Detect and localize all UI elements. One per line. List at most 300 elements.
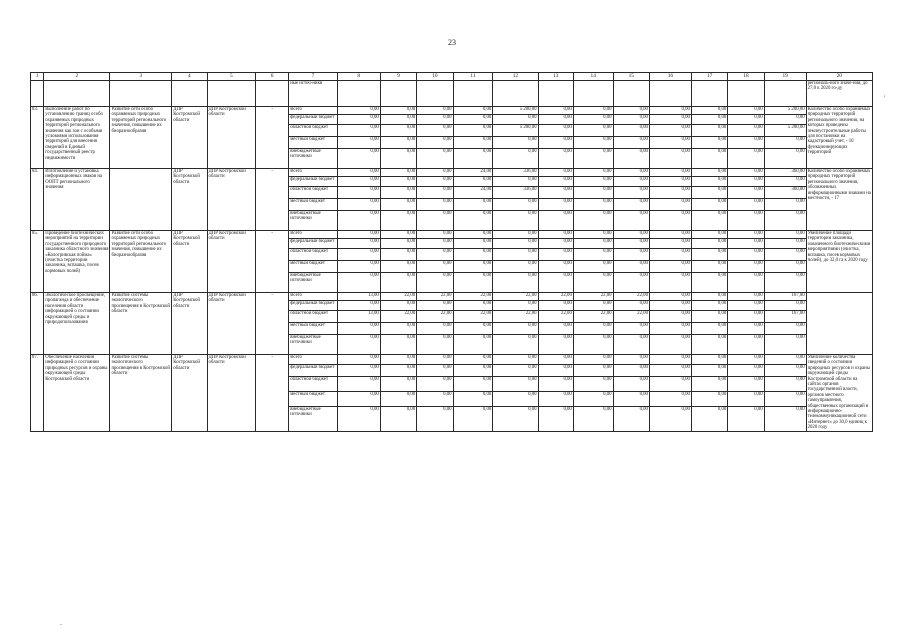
amount-cell bbox=[380, 81, 416, 107]
amount-cell: 0,00 bbox=[493, 335, 538, 355]
amount-cell: 0,00 bbox=[728, 406, 764, 431]
amount-cell: 0,00 bbox=[691, 301, 727, 311]
amount-cell: 0,00 bbox=[613, 355, 649, 365]
amount-cell: 0,00 bbox=[538, 177, 573, 187]
column-number: 3 bbox=[110, 73, 172, 81]
amount-cell: 0,00 bbox=[691, 377, 727, 392]
amount-cell: 0,00 bbox=[649, 169, 691, 177]
funding-source: Всего bbox=[289, 169, 338, 177]
amount-cell: 0,00 bbox=[337, 355, 380, 365]
amount-cell: 0,00 bbox=[728, 355, 764, 365]
expected-result bbox=[806, 293, 872, 355]
amount-cell: 0,00 bbox=[691, 149, 727, 169]
amount-cell: 0,00 bbox=[691, 249, 727, 261]
amount-cell: 0,00 bbox=[728, 311, 764, 323]
table-row bbox=[31, 231, 873, 239]
amount-cell: 0,00 bbox=[613, 377, 649, 392]
measure-customer: ДПР Костромской области bbox=[207, 355, 256, 432]
amount-cell: 0,00 bbox=[538, 149, 573, 169]
amount-cell: 0,00 bbox=[380, 187, 416, 199]
amount-cell: 0,00 bbox=[691, 125, 727, 137]
amount-cell: 0,00 bbox=[764, 199, 806, 211]
amount-cell: 0,00 bbox=[764, 249, 806, 261]
amount-cell: 0,00 bbox=[649, 239, 691, 249]
amount-cell: 167,00 bbox=[764, 311, 806, 323]
amount-cell: 22,00 bbox=[573, 293, 613, 301]
amount-cell: 0,00 bbox=[380, 199, 416, 211]
amount-cell: 0,00 bbox=[453, 377, 493, 392]
amount-cell: 0,00 bbox=[728, 323, 764, 335]
measure-executor: ДПР Костромской области bbox=[172, 231, 207, 293]
amount-cell: 0,00 bbox=[649, 125, 691, 137]
amount-cell: 0,00 bbox=[453, 364, 493, 376]
column-number: 6 bbox=[256, 73, 289, 81]
amount-cell: 22,00 bbox=[453, 293, 493, 301]
amount-cell: 0,00 bbox=[493, 364, 538, 376]
amount-cell: 22,00 bbox=[453, 311, 493, 323]
column-number: 7 bbox=[289, 73, 338, 81]
amount-cell bbox=[691, 81, 727, 107]
amount-cell: 22,00 bbox=[573, 311, 613, 323]
amount-cell: 0,00 bbox=[649, 249, 691, 261]
amount-cell: 0,00 bbox=[538, 107, 573, 115]
amount-cell: 0,00 bbox=[453, 273, 493, 293]
amount-cell: 0,00 bbox=[337, 187, 380, 199]
column-number: 13 bbox=[538, 73, 573, 81]
amount-cell: 360,00 bbox=[764, 169, 806, 177]
amount-cell: 0,00 bbox=[493, 231, 538, 239]
table-row bbox=[31, 107, 873, 115]
amount-cell: 0,00 bbox=[453, 355, 493, 365]
funding-source: областной бюджет bbox=[289, 187, 338, 199]
expected-result: Количество особо охраняемых природных территорий регионального значения, на которых проведены землеустроительные работы для постановки на кадастровый учет, - 10 функционирующих территорий bbox=[806, 107, 872, 169]
measure-name: Проведение биотехнических мероприятий на территории государственного природного заказника областного значения «Кологривская пойма» (очистка территории заказника, вспашка, посев кормовых полей) bbox=[44, 231, 110, 293]
amount-cell: 0,00 bbox=[453, 137, 493, 149]
amount-cell: 0,00 bbox=[649, 392, 691, 407]
amount-cell: 0,00 bbox=[493, 249, 538, 261]
funding-source: внебюджетные источники bbox=[289, 273, 338, 293]
amount-cell: 0,00 bbox=[453, 211, 493, 231]
amount-cell: 0,00 bbox=[649, 323, 691, 335]
amount-cell: 0,00 bbox=[538, 211, 573, 231]
amount-cell: 0,00 bbox=[417, 125, 453, 137]
amount-cell: 5 200,00 bbox=[493, 125, 538, 137]
amount-cell: 22,00 bbox=[538, 311, 573, 323]
amount-cell: 0,00 bbox=[728, 261, 764, 273]
amount-cell: 0,00 bbox=[613, 125, 649, 137]
amount-cell: 0,00 bbox=[691, 211, 727, 231]
amount-cell: 22,00 bbox=[493, 293, 538, 301]
amount-cell: 0,00 bbox=[538, 406, 573, 431]
amount-cell: 0,00 bbox=[380, 137, 416, 149]
amount-cell: 0,00 bbox=[417, 273, 453, 293]
amount-cell: 0,00 bbox=[538, 335, 573, 355]
amount-cell: 0,00 bbox=[764, 364, 806, 376]
amount-cell: 0,00 bbox=[649, 199, 691, 211]
amount-cell: 0,00 bbox=[453, 231, 493, 239]
amount-cell: 0,00 bbox=[691, 355, 727, 365]
amount-cell: 0,00 bbox=[380, 107, 416, 115]
empty-cell bbox=[172, 81, 207, 107]
amount-cell: 0,00 bbox=[613, 177, 649, 187]
amount-cell: 0,00 bbox=[493, 177, 538, 187]
amount-cell: 0,00 bbox=[417, 406, 453, 431]
amount-cell: 0,00 bbox=[380, 355, 416, 365]
column-number: 1 bbox=[31, 73, 44, 81]
amount-cell: 0,00 bbox=[613, 406, 649, 431]
amount-cell: 0,00 bbox=[538, 115, 573, 125]
amount-cell: 0,00 bbox=[417, 323, 453, 335]
amount-cell: 0,00 bbox=[337, 199, 380, 211]
measure-number: 83. bbox=[31, 107, 44, 169]
amount-cell: 0,00 bbox=[613, 392, 649, 407]
amount-cell: 0,00 bbox=[337, 125, 380, 137]
amount-cell: 0,00 bbox=[573, 187, 613, 199]
amount-cell: 0,00 bbox=[380, 149, 416, 169]
amount-cell: 0,00 bbox=[691, 335, 727, 355]
amount-cell: 0,00 bbox=[728, 249, 764, 261]
funding-source: областной бюджет bbox=[289, 377, 338, 392]
empty-cell bbox=[110, 81, 172, 107]
funding-source: федеральный бюджет bbox=[289, 177, 338, 187]
amount-cell: 0,00 bbox=[728, 392, 764, 407]
amount-cell bbox=[417, 81, 453, 107]
amount-cell: 0,00 bbox=[649, 355, 691, 365]
amount-cell: 0,00 bbox=[691, 169, 727, 177]
amount-cell: 0,00 bbox=[691, 311, 727, 323]
amount-cell: 0,00 bbox=[538, 392, 573, 407]
amount-cell: 0,00 bbox=[417, 355, 453, 365]
amount-cell: 0,00 bbox=[337, 301, 380, 311]
amount-cell: 0,00 bbox=[691, 293, 727, 301]
amount-cell: 0,00 bbox=[691, 364, 727, 376]
column-number: 16 bbox=[649, 73, 691, 81]
amount-cell: 0,00 bbox=[538, 199, 573, 211]
amount-cell bbox=[728, 81, 764, 107]
amount-cell: 0,00 bbox=[728, 231, 764, 239]
amount-cell: 0,00 bbox=[337, 149, 380, 169]
amount-cell: 0,00 bbox=[764, 323, 806, 335]
amount-cell: 0,00 bbox=[380, 406, 416, 431]
funding-source: местный бюджет bbox=[289, 392, 338, 407]
amount-cell: 0,00 bbox=[573, 149, 613, 169]
amount-cell: 0,00 bbox=[613, 335, 649, 355]
amount-cell: 0,00 bbox=[573, 125, 613, 137]
funding-source: федеральный бюджет bbox=[289, 239, 338, 249]
measure-name: Выполнение работ по установлению границ особо охраняемых природных территорий регионального значения как зон с особыми условиями использования территорий для внесения сведений в Единый государственный реестр недвижимости bbox=[44, 107, 110, 169]
amount-cell: 0,00 bbox=[337, 239, 380, 249]
empty-cell bbox=[207, 81, 256, 107]
amount-cell: 0,00 bbox=[649, 293, 691, 301]
measure-code: - bbox=[256, 355, 289, 432]
measure-number: 86. bbox=[31, 293, 44, 355]
amount-cell: 0,00 bbox=[380, 239, 416, 249]
amount-cell: 5 200,00 bbox=[764, 107, 806, 115]
amount-cell: 24,00 bbox=[453, 169, 493, 177]
amount-cell: 0,00 bbox=[573, 335, 613, 355]
amount-cell: 0,00 bbox=[573, 377, 613, 392]
amount-cell: 0,00 bbox=[649, 301, 691, 311]
amount-cell: 0,00 bbox=[417, 249, 453, 261]
amount-cell: 0,00 bbox=[337, 177, 380, 187]
amount-cell: 0,00 bbox=[538, 231, 573, 239]
program-measures-table bbox=[30, 72, 873, 432]
amount-cell: 0,00 bbox=[649, 273, 691, 293]
amount-cell: 0,00 bbox=[417, 239, 453, 249]
amount-cell: 0,00 bbox=[649, 231, 691, 239]
funding-source: местный бюджет bbox=[289, 323, 338, 335]
column-number: 15 bbox=[613, 73, 649, 81]
amount-cell: 0,00 bbox=[453, 261, 493, 273]
amount-cell: 0,00 bbox=[417, 377, 453, 392]
amount-cell: 0,00 bbox=[649, 335, 691, 355]
amount-cell: 0,00 bbox=[613, 107, 649, 115]
page-number: 23 bbox=[448, 38, 456, 47]
funding-source: внебюджетные источники bbox=[289, 406, 338, 431]
amount-cell: 22,00 bbox=[417, 293, 453, 301]
amount-cell: 0,00 bbox=[453, 125, 493, 137]
amount-cell: 0,00 bbox=[380, 261, 416, 273]
amount-cell bbox=[453, 81, 493, 107]
amount-cell: 0,00 bbox=[613, 239, 649, 249]
column-number: 18 bbox=[728, 73, 764, 81]
amount-cell bbox=[337, 81, 380, 107]
table-row bbox=[31, 293, 873, 301]
amount-cell: 0,00 bbox=[691, 323, 727, 335]
amount-cell: 0,00 bbox=[453, 392, 493, 407]
amount-cell: 167,00 bbox=[764, 293, 806, 301]
funding-source: федеральный бюджет bbox=[289, 364, 338, 376]
amount-cell: 0,00 bbox=[380, 364, 416, 376]
amount-cell: 0,00 bbox=[728, 199, 764, 211]
amount-cell: 0,00 bbox=[573, 364, 613, 376]
amount-cell: 22,00 bbox=[380, 311, 416, 323]
amount-cell: 0,00 bbox=[337, 406, 380, 431]
amount-cell: 0,00 bbox=[649, 177, 691, 187]
column-numbers-row bbox=[31, 73, 873, 81]
amount-cell: 0,00 bbox=[613, 301, 649, 311]
amount-cell: 0,00 bbox=[417, 137, 453, 149]
amount-cell: 0,00 bbox=[337, 273, 380, 293]
amount-cell: 0,00 bbox=[764, 137, 806, 149]
amount-cell: 0,00 bbox=[613, 149, 649, 169]
measure-executor: ДПР Костромской области bbox=[172, 355, 207, 432]
amount-cell: 0,00 bbox=[417, 231, 453, 239]
funding-source: Всего bbox=[289, 293, 338, 301]
amount-cell: 0,00 bbox=[337, 364, 380, 376]
amount-cell: 0,00 bbox=[573, 273, 613, 293]
amount-cell: 0,00 bbox=[337, 169, 380, 177]
funding-source: местный бюджет bbox=[289, 199, 338, 211]
amount-cell: 336,00 bbox=[493, 169, 538, 177]
amount-cell: 0,00 bbox=[691, 261, 727, 273]
amount-cell: 0,00 bbox=[380, 273, 416, 293]
amount-cell: 0,00 bbox=[417, 364, 453, 376]
amount-cell: 0,00 bbox=[573, 211, 613, 231]
amount-cell: 0,00 bbox=[337, 335, 380, 355]
column-number: 14 bbox=[573, 73, 613, 81]
column-number: 8 bbox=[337, 73, 380, 81]
amount-cell: 0,00 bbox=[728, 364, 764, 376]
amount-cell bbox=[613, 81, 649, 107]
measure-number: 87. bbox=[31, 355, 44, 432]
amount-cell: 0,00 bbox=[613, 199, 649, 211]
empty-cell bbox=[31, 81, 44, 107]
expected-result: Увеличение площади территории заказника, охваченного биотехническими мероприятиями (очистка, вспашка, посев кормовых полей), до 32,0 га к 2020 году bbox=[806, 231, 872, 293]
column-number: 17 bbox=[691, 73, 727, 81]
amount-cell: 22,00 bbox=[380, 293, 416, 301]
amount-cell: 0,00 bbox=[649, 187, 691, 199]
amount-cell: 0,00 bbox=[728, 211, 764, 231]
amount-cell: 0,00 bbox=[573, 301, 613, 311]
amount-cell: 24,00 bbox=[453, 187, 493, 199]
amount-cell: 22,00 bbox=[613, 311, 649, 323]
amount-cell: 0,00 bbox=[573, 107, 613, 115]
amount-cell: 0,00 bbox=[380, 115, 416, 125]
measure-executor: ДПР Костромской области bbox=[172, 169, 207, 231]
amount-cell: 0,00 bbox=[493, 149, 538, 169]
amount-cell: 22,00 bbox=[613, 293, 649, 301]
measure-code: - bbox=[256, 169, 289, 231]
column-number: 11 bbox=[453, 73, 493, 81]
empty-cell bbox=[44, 81, 110, 107]
amount-cell: 0,00 bbox=[728, 177, 764, 187]
amount-cell: 0,00 bbox=[613, 137, 649, 149]
amount-cell: 0,00 bbox=[538, 249, 573, 261]
amount-cell bbox=[538, 81, 573, 107]
column-number: 19 bbox=[764, 73, 806, 81]
amount-cell: 0,00 bbox=[453, 199, 493, 211]
column-number: 20 bbox=[806, 73, 872, 81]
amount-cell: 0,00 bbox=[337, 137, 380, 149]
empty-cell bbox=[256, 81, 289, 107]
amount-cell: 0,00 bbox=[649, 211, 691, 231]
amount-cell: 0,00 bbox=[380, 377, 416, 392]
amount-cell: 0,00 bbox=[417, 115, 453, 125]
amount-cell: 0,00 bbox=[493, 261, 538, 273]
amount-cell: 0,00 bbox=[417, 107, 453, 115]
amount-cell: 0,00 bbox=[493, 115, 538, 125]
amount-cell: 0,00 bbox=[380, 335, 416, 355]
amount-cell: 0,00 bbox=[453, 107, 493, 115]
amount-cell: 0,00 bbox=[493, 273, 538, 293]
amount-cell: 360,00 bbox=[764, 187, 806, 199]
amount-cell: 0,00 bbox=[337, 323, 380, 335]
expected-result: региональ-ного значе-ния, до 27,0 к 2020 го-ду bbox=[806, 81, 872, 107]
amount-cell: 0,00 bbox=[453, 177, 493, 187]
amount-cell: 0,00 bbox=[728, 125, 764, 137]
amount-cell: 0,00 bbox=[728, 239, 764, 249]
amount-cell: 0,00 bbox=[380, 211, 416, 231]
amount-cell: 0,00 bbox=[453, 149, 493, 169]
amount-cell: 0,00 bbox=[728, 293, 764, 301]
amount-cell: 0,00 bbox=[728, 273, 764, 293]
amount-cell: 0,00 bbox=[538, 125, 573, 137]
continuation-row bbox=[31, 81, 873, 107]
amount-cell: 0,00 bbox=[538, 239, 573, 249]
amount-cell: 0,00 bbox=[453, 335, 493, 355]
amount-cell: 0,00 bbox=[538, 355, 573, 365]
amount-cell: 0,00 bbox=[380, 392, 416, 407]
measure-customer: ДПР Костромской области bbox=[207, 231, 256, 293]
amount-cell: 0,00 bbox=[380, 125, 416, 137]
amount-cell: 0,00 bbox=[764, 406, 806, 431]
amount-cell: 0,00 bbox=[538, 273, 573, 293]
measure-number: 85. bbox=[31, 231, 44, 293]
amount-cell: 0,00 bbox=[493, 199, 538, 211]
amount-cell: 0,00 bbox=[764, 377, 806, 392]
amount-cell: 0,00 bbox=[417, 211, 453, 231]
amount-cell: 0,00 bbox=[453, 406, 493, 431]
amount-cell: 0,00 bbox=[538, 377, 573, 392]
amount-cell: 0,00 bbox=[691, 406, 727, 431]
amount-cell: 0,00 bbox=[728, 149, 764, 169]
amount-cell bbox=[493, 81, 538, 107]
amount-cell: 0,00 bbox=[649, 149, 691, 169]
amount-cell: 0,00 bbox=[613, 231, 649, 239]
amount-cell: 13,00 bbox=[337, 293, 380, 301]
amount-cell: 0,00 bbox=[764, 301, 806, 311]
amount-cell: 0,00 bbox=[691, 115, 727, 125]
amount-cell: 336,00 bbox=[493, 187, 538, 199]
amount-cell: 0,00 bbox=[573, 239, 613, 249]
amount-cell: 0,00 bbox=[417, 261, 453, 273]
funding-source: местный бюджет bbox=[289, 137, 338, 149]
amount-cell: 0,00 bbox=[613, 323, 649, 335]
measure-customer: ДПР Костромской области bbox=[207, 169, 256, 231]
amount-cell: 0,00 bbox=[337, 392, 380, 407]
funding-source: Всего bbox=[289, 355, 338, 365]
amount-cell: 0,00 bbox=[649, 115, 691, 125]
amount-cell: 0,00 bbox=[573, 355, 613, 365]
amount-cell: 0,00 bbox=[764, 231, 806, 239]
column-number: 5 bbox=[207, 73, 256, 81]
amount-cell: 0,00 bbox=[649, 406, 691, 431]
amount-cell: 0,00 bbox=[764, 149, 806, 169]
column-number: 12 bbox=[493, 73, 538, 81]
amount-cell: 0,00 bbox=[691, 137, 727, 149]
funding-source: внебюджетные источники bbox=[289, 211, 338, 231]
measure-goal: Развитие сети особо охраняемых природных территорий регионального значения, повышение их биоразнообразия bbox=[110, 231, 172, 293]
funding-source: областной бюджет bbox=[289, 249, 338, 261]
amount-cell: 0,00 bbox=[453, 115, 493, 125]
amount-cell: 0,00 bbox=[764, 177, 806, 187]
amount-cell: 0,00 bbox=[764, 335, 806, 355]
measure-name: Экологическое просвещение, пропаганда и обеспечение населения области информацией о состоянии окружающей среды и природопользования bbox=[44, 293, 110, 355]
amount-cell: 0,00 bbox=[380, 231, 416, 239]
table-row bbox=[31, 169, 873, 177]
amount-cell: 0,00 bbox=[337, 261, 380, 273]
amount-cell: 0,00 bbox=[573, 137, 613, 149]
amount-cell: 0,00 bbox=[417, 335, 453, 355]
amount-cell: 0,00 bbox=[649, 364, 691, 376]
expected-result: Количество особо охраняемых природных территорий регионального значения, обозначенных информационными знаками на местности, - 17 bbox=[806, 169, 872, 231]
amount-cell: 0,00 bbox=[764, 261, 806, 273]
amount-cell: 0,00 bbox=[453, 249, 493, 261]
amount-cell: 0,00 bbox=[613, 211, 649, 231]
amount-cell: 0,00 bbox=[380, 323, 416, 335]
amount-cell: 0,00 bbox=[691, 107, 727, 115]
amount-cell: 0,00 bbox=[573, 249, 613, 261]
measure-goal: Развитие системы экологического просвещения в Костромской области bbox=[110, 293, 172, 355]
amount-cell: 0,00 bbox=[453, 323, 493, 335]
column-number: 10 bbox=[417, 73, 453, 81]
amount-cell: 0,00 bbox=[493, 137, 538, 149]
amount-cell: 0,00 bbox=[493, 239, 538, 249]
amount-cell: 0,00 bbox=[493, 377, 538, 392]
amount-cell: 0,00 bbox=[417, 199, 453, 211]
column-number: 2 bbox=[44, 73, 110, 81]
